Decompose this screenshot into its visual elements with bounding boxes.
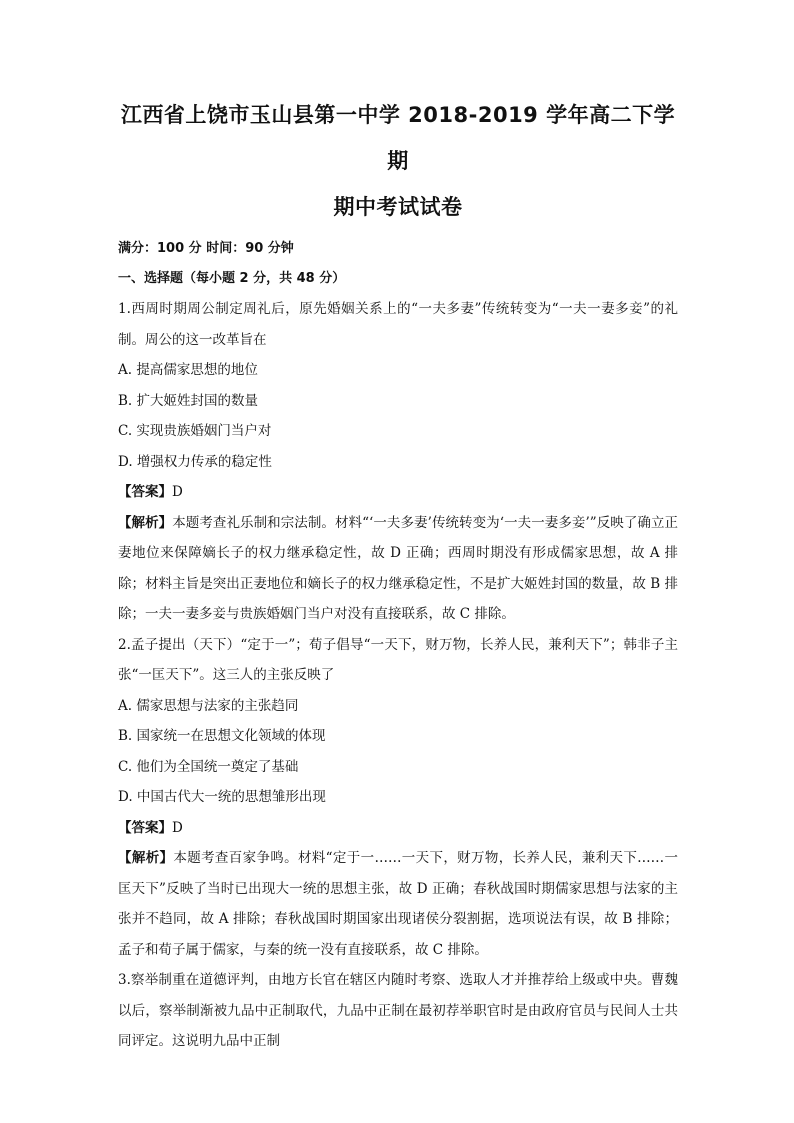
question-2 [118, 630, 678, 966]
option-a: A. 提高儒家思想的地位 [118, 362, 258, 378]
answer-value: D [172, 819, 183, 836]
answer-value: D [172, 484, 183, 500]
analysis-paragraph [118, 843, 678, 965]
analysis-label: 【解析】 [118, 850, 174, 866]
analysis-text: 本题考查礼乐制和宗法制。材料“‘一夫多妻’传统转变为‘一夫一妻多妾’”反映了确立正妻地位来保障嫡长子的权力继承稳定性，故 D 正确；西周时期没有形成儒家思想，故 A 排除；材料主旨是突出正妻地位和嫡长子的权力继承稳定性，不是扩大姬姓封国的数量，故 B 排除；一夫一妻多妾与贵族婚姻门当户对没有直接联系，故 C 排除。 [118, 514, 679, 622]
exam-page [118, 92, 678, 1057]
option-d: D. 增强权力传承的稳定性 [118, 453, 272, 470]
analysis-paragraph [118, 508, 678, 630]
option-a: A. 儒家思想与法家的主张趋同 [118, 697, 299, 714]
answer-line [118, 477, 678, 508]
option-c: C. 实现贵族婚姻门当户对 [118, 423, 272, 439]
option-d: D. 中国古代大一统的思想雏形出现 [118, 789, 326, 805]
answer-label: 【答案】 [118, 819, 172, 836]
question-stem: 3.察举制重在道德评判，由地方长官在辖区内随时考察、选取人才并推荐给上级或中央。曹魏以后，察举制渐被九品中正制取代，九品中正制在最初荐举职官时是由政府官员与民间人士共同评定。这说明九品中正制 [118, 972, 678, 1049]
option-c: C. 他们为全国统一奠定了基础 [118, 758, 299, 775]
question-3 [118, 965, 678, 1057]
question-1 [118, 294, 678, 630]
question-stem: 1.西周时期周公制定周礼后，原先婚姻关系上的“一夫多妻”传统转变为“一夫一妻多妾”的礼制。周公的这一改革旨在 [118, 301, 678, 348]
analysis-label: 【解析】 [118, 514, 173, 531]
answer-line [118, 813, 678, 844]
answer-label: 【答案】 [118, 484, 172, 500]
question-stem: 2.孟子提出（天下）“定于一”；荀子倡导“一天下，财万物，长养人民，兼利天下”；韩非子主张“一匡天下”。这三人的主张反映了 [118, 636, 678, 683]
section-heading: 一、选择题（每小题 2 分，共 48 分） [118, 271, 346, 286]
document-title-line1: 江西省上饶市玉山县第一中学 2018-2019 学年高二下学期 [120, 103, 676, 173]
analysis-text: 本题考查百家争鸣。材料“定于一……一天下，财万物，长养人民，兼利天下……一匡天下”反映了当时已出现大一统的思想主张，故 D 正确；春秋战国时期儒家思想与法家的主张并不趋同，故 A 排除；春秋战国时期国家出现诸侯分裂割据，选项说法有误，故 B 排除；孟子和荀子属于儒家，与秦的统一没有直接联系，故 C 排除。 [118, 850, 679, 958]
document-title-line2: 期中考试试卷 [333, 195, 463, 219]
exam-meta: 满分：100 分 时间：90 分钟 [118, 241, 294, 256]
option-b: B. 扩大姬姓封国的数量 [118, 392, 259, 409]
option-b: B. 国家统一在思想文化领域的体现 [118, 728, 326, 744]
